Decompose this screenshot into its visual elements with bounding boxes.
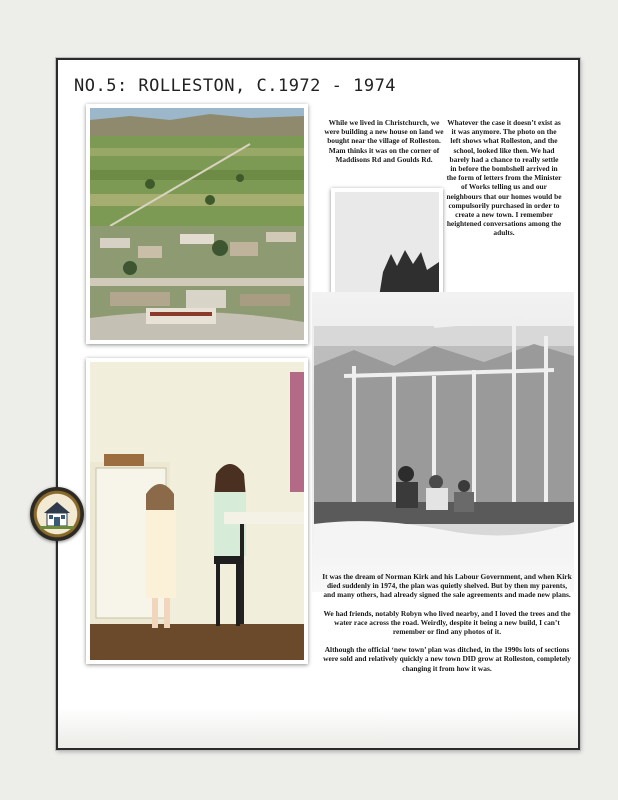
page-title: NO.5: ROLLESTON, C.1972 - 1974 bbox=[74, 76, 397, 96]
house-frame-photo bbox=[314, 306, 574, 550]
paragraph: It was the dream of Norman Kirk and his Labour Government, and when Kirk died suddenly in 1974, the plan was quietly shelved. But by then my parents, and many others, had already signed the sale agreements and made new plans. bbox=[322, 572, 572, 600]
house-badge bbox=[30, 487, 84, 541]
house-icon bbox=[40, 499, 74, 529]
paragraph: We had friends, notably Robyn who lived nearby, and I loved the trees and the water race across the road. Weirdly, despite it being a new build, I can’t remember or find any photos of it. bbox=[323, 608, 571, 637]
text-block-bottom bbox=[322, 572, 572, 682]
aerial-photo-rolleston bbox=[86, 104, 308, 344]
text-block-col1: While we lived in Christchurch, we were building a new house on land we bought near the village of Rolleston. Mam thinks it was on the corner of Maddisons Rd and Goulds Rd. bbox=[324, 118, 444, 164]
girls-kitchen-photo bbox=[86, 358, 308, 664]
text-block-col2: Whatever the case it doesn’t exist as it was anymore. The photo on the left shows what Rolleston, and the school, looked like then. We had barely had a chance to really settle in before the bombshell arrived in the form of letters from the Minister of Works telling us and our neighbours that our homes would be compulsorily purchased in order to create a new town. I remember heightened conversations among the adults. bbox=[446, 118, 562, 238]
page-bottom-fade bbox=[58, 708, 578, 748]
paragraph: Although the official ‘new town’ plan was ditched, in the 1990s lots of sections were sold and relatively quickly a new town DID grow at Rolleston, completely changing it from how it was. bbox=[323, 645, 571, 673]
